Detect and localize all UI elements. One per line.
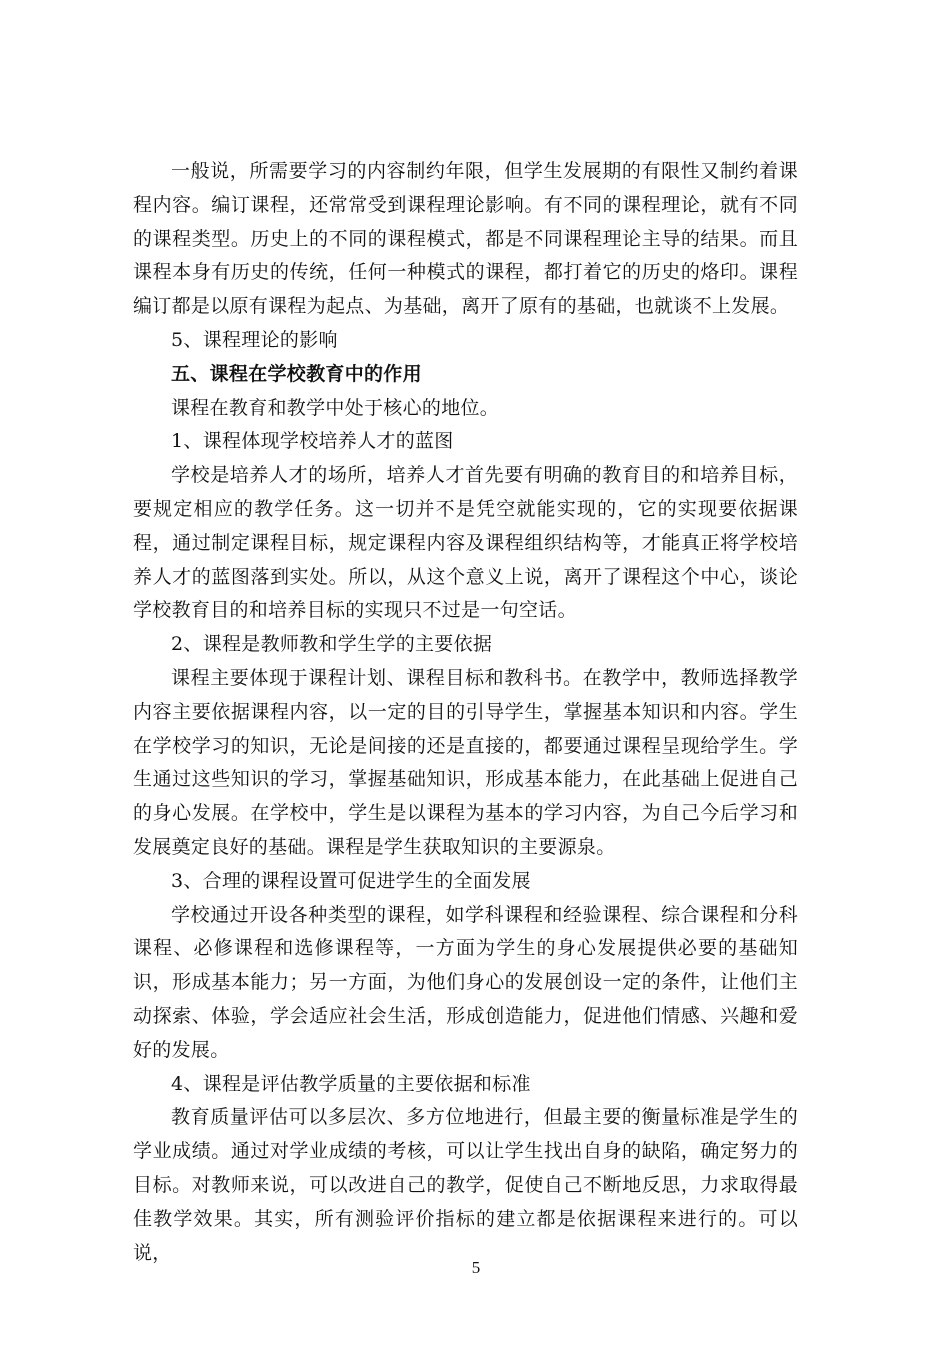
paragraph-main-basis: 课程主要体现于课程计划、课程目标和教科书。在教学中，教师选择教学内容主要依据课程内容，以一定的目的引导学生，掌握基本知识和内容。学生在学校学习的知识，无论是间接的还是直接的，都要通过课程呈现给学生。学生通过这些知识的学习，掌握基础知识，形成基本能力，在此基础上促进自己的身心发展。在学校中，学生是以课程为基本的学习内容，为自己今后学习和发展奠定良好的基础。课程是学生获取知识的主要源泉。: [133, 666, 798, 858]
paragraph-curriculum-constraints: 一般说，所需要学习的内容制约年限，但学生发展期的有限性又制约着课程内容。编订课程，还常常受到课程理论影响。有不同的课程理论，就有不同的课程类型。历史上的不同的课程模式，都是不同课程理论主导的结果。而且课程本身有历史的传统，任何一种模式的课程，都打着它的历史的烙印。课程编订都是以原有课程为起点、为基础，离开了原有的基础，也就谈不上发展。: [133, 160, 798, 318]
subheading-blueprint: 1、课程体现学校培养人才的蓝图: [171, 430, 454, 453]
paragraph-core-position: 课程在教育和教学中处于核心的地位。: [171, 396, 500, 419]
page-number: 5: [471, 1258, 481, 1277]
subheading-main-basis: 2、课程是教师教和学生学的主要依据: [171, 633, 493, 656]
subheading-comprehensive-development: 3、合理的课程设置可促进学生的全面发展: [171, 869, 531, 892]
document-body: [133, 155, 798, 1270]
paragraph-comprehensive-development: 学校通过开设各种类型的课程，如学科课程和经验课程、综合课程和分科课程、必修课程和选修课程等，一方面为学生的身心发展提供必要的基础知识，形成基本能力；另一方面，为他们身心的发展创设一定的条件，让他们主动探索、体验，学会适应社会生活，形成创造能力，促进他们情感、兴趣和爱好的发展。: [133, 903, 798, 1061]
paragraph-evaluation-basis: 教育质量评估可以多层次、多方位地进行，但最主要的衡量标准是学生的学业成绩。通过对学业成绩的考核，可以让学生找出自身的缺陷，确定努力的目标。对教师来说，可以改进自己的教学，促使自己不断地反思，力求取得最佳教学效果。其实，所有测验评价指标的建立都是依据课程来进行的。可以说，: [133, 1106, 798, 1264]
subheading-curriculum-theory-influence: 5、课程理论的影响: [171, 328, 338, 351]
section-heading-role-of-curriculum: 五、课程在学校教育中的作用: [171, 362, 422, 385]
subheading-evaluation-basis: 4、课程是评估教学质量的主要依据和标准: [171, 1072, 531, 1095]
paragraph-blueprint: 学校是培养人才的场所，培养人才首先要有明确的教育目的和培养目标，要规定相应的教学任务。这一切并不是凭空就能实现的，它的实现要依据课程，通过制定课程目标，规定课程内容及课程组织结构等，才能真正将学校培养人才的蓝图落到实处。所以，从这个意义上说，离开了课程这个中心，谈论学校教育目的和培养目标的实现只不过是一句空话。: [133, 464, 798, 622]
